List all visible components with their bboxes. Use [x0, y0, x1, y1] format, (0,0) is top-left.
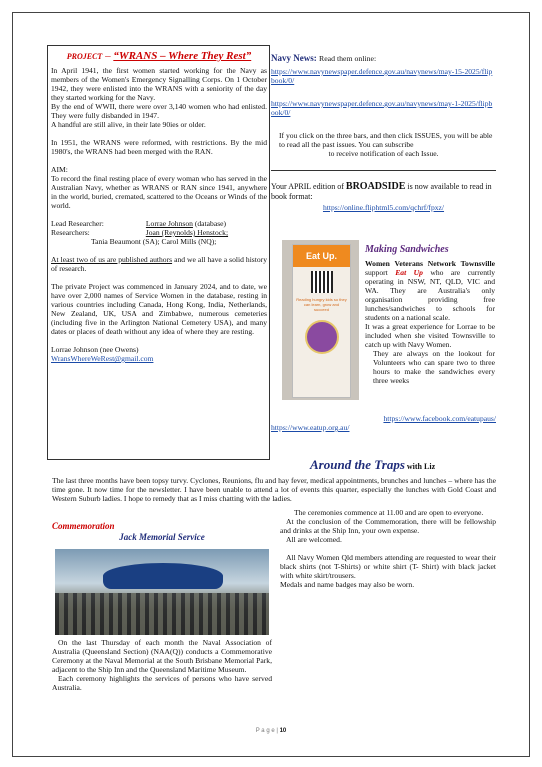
sandwiches-heading: Making Sandwiches	[365, 244, 449, 255]
traps-with: with Liz	[404, 462, 436, 471]
ceremony-welcome: All are welcomed.	[286, 535, 342, 544]
sandwiches-tail	[271, 414, 496, 432]
commemoration-heading: Commemoration	[52, 521, 115, 531]
aim-text: To record the final resting place of every woman who has served in the Australian Navy, whether as WRANS or RAN since 1941, anywhere in the world, buried, cremated, scattered to the Oceans or Winds of the world.	[51, 174, 267, 210]
wrans-p2: By the end of WWII, there were over 3,140 women who had enlisted. They were fully disbanded in 1947.	[51, 102, 267, 120]
badge-icon	[305, 320, 339, 354]
page-label: P a g e	[255, 728, 275, 734]
commemoration-text	[52, 638, 272, 692]
wrans-body	[51, 66, 267, 363]
sandwiches-p2: It was a great experience for Lorrae to be included when she visited Townsville to catch up with Navy Women.	[365, 322, 495, 349]
researchers-line: Researchers: Joan (Reynolds) Henstock;	[51, 228, 229, 237]
sandwiches-p3: They are always on the lookout for Volunteers who can spare two to three hours to make the sandwiches every three weeks	[373, 349, 495, 385]
eat-up-name: Eat Up	[395, 268, 423, 277]
navy-news-intro: Read them online:	[319, 54, 377, 63]
eat-up-slogan: Reading hungry kids so they can learn, grow and succeed	[296, 297, 347, 312]
ceremony-fellowship: At the conclusion of the Commemoration, there will be fellowship and drinks at the Ship Inn, your own expense.	[280, 517, 496, 535]
divider	[271, 170, 496, 171]
navy-news-section	[271, 53, 496, 158]
title-sep: –	[102, 50, 114, 62]
sign-name: Lorrae Johnson (nee Owens)	[51, 345, 139, 354]
wrans-title-line	[51, 50, 267, 63]
wrans-title: “WRANS – Where They Rest”	[113, 50, 252, 62]
traps-section	[52, 457, 496, 503]
commemoration-section	[52, 521, 272, 543]
eat-up-logo: Eat Up.	[293, 245, 350, 267]
facebook-link[interactable]: https://www.facebook.com/eatupaus/	[383, 414, 496, 423]
page-number: 10	[279, 728, 287, 734]
commemoration-subheading: Jack Memorial Service	[119, 532, 205, 542]
wrans-p4: In 1951, the WRANS were reformed, with restrictions. By the mid 1980's, the WRANS had been merged with the RAN.	[51, 138, 267, 156]
navy-news-link-1[interactable]: https://www.navynewspaper.defence.gov.au/navynews/may-15-2025/flipbook/0/	[271, 67, 493, 85]
wrans-p5: The private Project was commenced in January 2024, and to date, we have over 2,000 names of Service Women in the database, resting in various countries including Canada, Hong Kong, India, Netherlands, New Zealand, UK, USA and Zimbabwe, numerous cemeteries (including five in the Arlington National Cemetery USA), and many dates or places of death without any idea of where they are resting.	[51, 282, 267, 336]
medals-note: Medals and name badges may also be worn.	[280, 580, 415, 589]
project-label: PROJECT	[66, 52, 103, 61]
wrans-p1: In April 1941, the first women started working for the Navy as members of the Women's Emergency Signalling Corps. On 1 October 1942, they were enlisted into the WRANS with a seniority of the day they started working for the Navy.	[51, 66, 267, 102]
traps-heading: Around the Traps	[310, 457, 405, 472]
researchers-line2: Tania Beaumont (SA); Carol Mills (NQ);	[91, 237, 217, 246]
memorial-service-photo	[55, 549, 269, 635]
navy-news-note: If you click on the three bars, and then click ISSUES, you will be able to read all the past issues. You can subscribe	[279, 131, 493, 149]
sandwiches-section: Making Sandwiches Women Veterans Network Townsville support Eat Up who are currently operating in NSW, NT, QLD, VIC and WA. They are Australia's only organisation providing free lunches/sandwiches to schools for students on a national scale. It was a great experience for Lorrae to be included when she visited Townsville to catch up with Navy Women. They are always on the lookout for Volunteers who can spare two to three hours to make the sandwiches every three weeks	[365, 244, 496, 385]
broadside-section: Your APRIL edition of BROADSIDE is now available to read in book format: https://online.fliphtml5.com/qchrf/fpxz/	[271, 181, 492, 212]
lead-line: Lead Researcher: Lorrae Johnson (database)	[51, 219, 227, 228]
traps-intro: The last three months have been topsy turvy. Cyclones, Reunions, flu and hay fever, medical appointments, brunches and lunches – where has the time gone. It now time for the newsletter. I have been unable to attend a lot of events this quarter, especially the lunches with Gold Coast and Western Suburb ladies. I hope to remedy that as I miss chatting with the ladies.	[52, 476, 496, 503]
published-line: At least two of us are published authors and we all have a solid history of research.	[51, 255, 267, 273]
eat-up-banner-photo	[282, 240, 359, 400]
ceremony-time: The ceremonies commence at 11.00 and are open to everyone.	[294, 508, 484, 517]
wrans-email-link[interactable]: WransWhereWeRest@gmail.com	[51, 354, 154, 363]
aim-label: AIM:	[51, 165, 68, 174]
page-footer: P a g e | 10	[255, 728, 287, 734]
wrans-p3: A handful are still alive, in their late 90ies or older.	[51, 120, 206, 129]
commemoration-p2: Each ceremony highlights the services of persons who have served Australia.	[52, 674, 272, 692]
navy-news-label: Navy News:	[271, 53, 317, 63]
eatup-website-link[interactable]: https://www.eatup.org.au/	[271, 423, 350, 432]
broadside-name: BROADSIDE	[345, 181, 406, 192]
commemoration-right	[280, 508, 496, 589]
dress-code: All Navy Women Qld members attending are requested to wear their black shirts (not T-Shirts) or white shirt (T- Shirt) with black jacket with white skirt/trousers.	[280, 553, 496, 580]
commemoration-p1: On the last Thursday of each month the Naval Association of Australia (Queensland Section) (NAA(Q)) conducts a Commemorative Ceremony at the Naval Memorial at the South Brisbane Memorial Park, adjacent to the Ship Inn and the Queensland Maritime Museum.	[52, 638, 272, 674]
qr-code-icon	[311, 271, 333, 293]
navy-news-link-2[interactable]: https://www.navynewspaper.defence.gov.au/navynews/may-1-2025/flipbook/0/	[271, 99, 493, 117]
broadside-link[interactable]: https://online.fliphtml5.com/qchrf/fpxz/	[322, 203, 445, 212]
navy-news-note-2: to receive notification of each Issue.	[328, 149, 439, 158]
crowd-icon	[55, 593, 269, 635]
marquee-icon	[103, 563, 223, 589]
